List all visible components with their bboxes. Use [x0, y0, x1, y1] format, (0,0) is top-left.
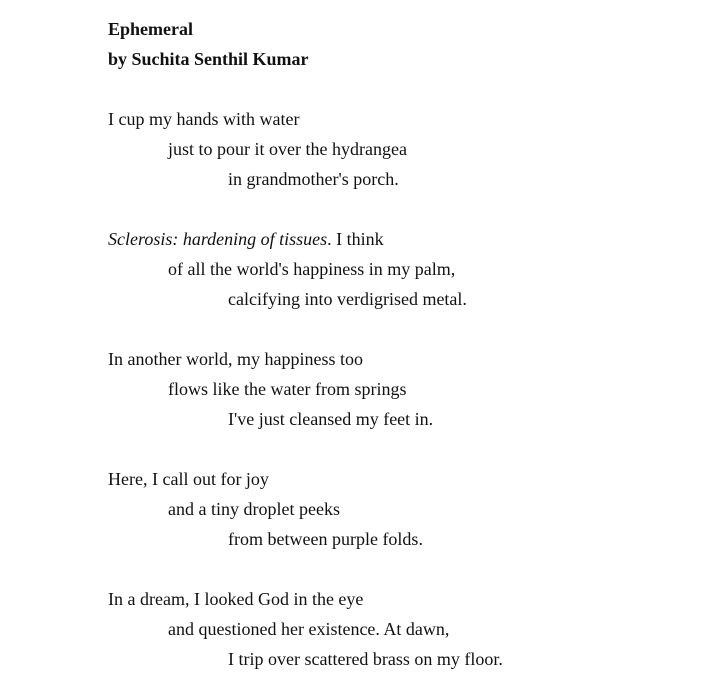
stanza-1-line-3: in grandmother's porch. [228, 169, 399, 189]
poem-header [108, 14, 727, 74]
stanza-1 [108, 104, 727, 194]
stanza-3-line-1: In another world, my happiness too [108, 349, 363, 369]
stanza-5 [108, 584, 727, 674]
stanza-4-line-1: Here, I call out for joy [108, 469, 269, 489]
stanza-2 [108, 224, 727, 314]
stanza-3-line-3: I've just cleansed my feet in. [228, 409, 434, 429]
stanza-1-line-2: just to pour it over the hydrangea [168, 139, 407, 159]
poem-container [108, 14, 727, 674]
stanza-5-line-2: and questioned her existence. At dawn, [168, 619, 450, 639]
stanza-2-line-1 [108, 224, 727, 254]
stanza-5-line-1: In a dream, I looked God in the eye [108, 589, 364, 609]
poem-byline: by Suchita Senthil Kumar [108, 49, 309, 69]
stanza-2-line-2: of all the world's happiness in my palm, [168, 259, 456, 279]
stanza-5-line-3: I trip over scattered brass on my floor. [228, 649, 503, 669]
stanza-3 [108, 344, 727, 434]
poem-title: Ephemeral [108, 19, 193, 39]
stanza-4-line-3: from between purple folds. [228, 529, 423, 549]
stanza-2-line-1-rest: . I think [327, 229, 384, 249]
stanza-4-line-2: and a tiny droplet peeks [168, 499, 340, 519]
stanza-1-line-1: I cup my hands with water [108, 109, 300, 129]
stanza-2-line-3: calcifying into verdigrised metal. [228, 289, 467, 309]
stanza-3-line-2: flows like the water from springs [168, 379, 407, 399]
stanza-2-italic-phrase: Sclerosis: hardening of tissues [108, 229, 328, 249]
stanza-4 [108, 464, 727, 554]
